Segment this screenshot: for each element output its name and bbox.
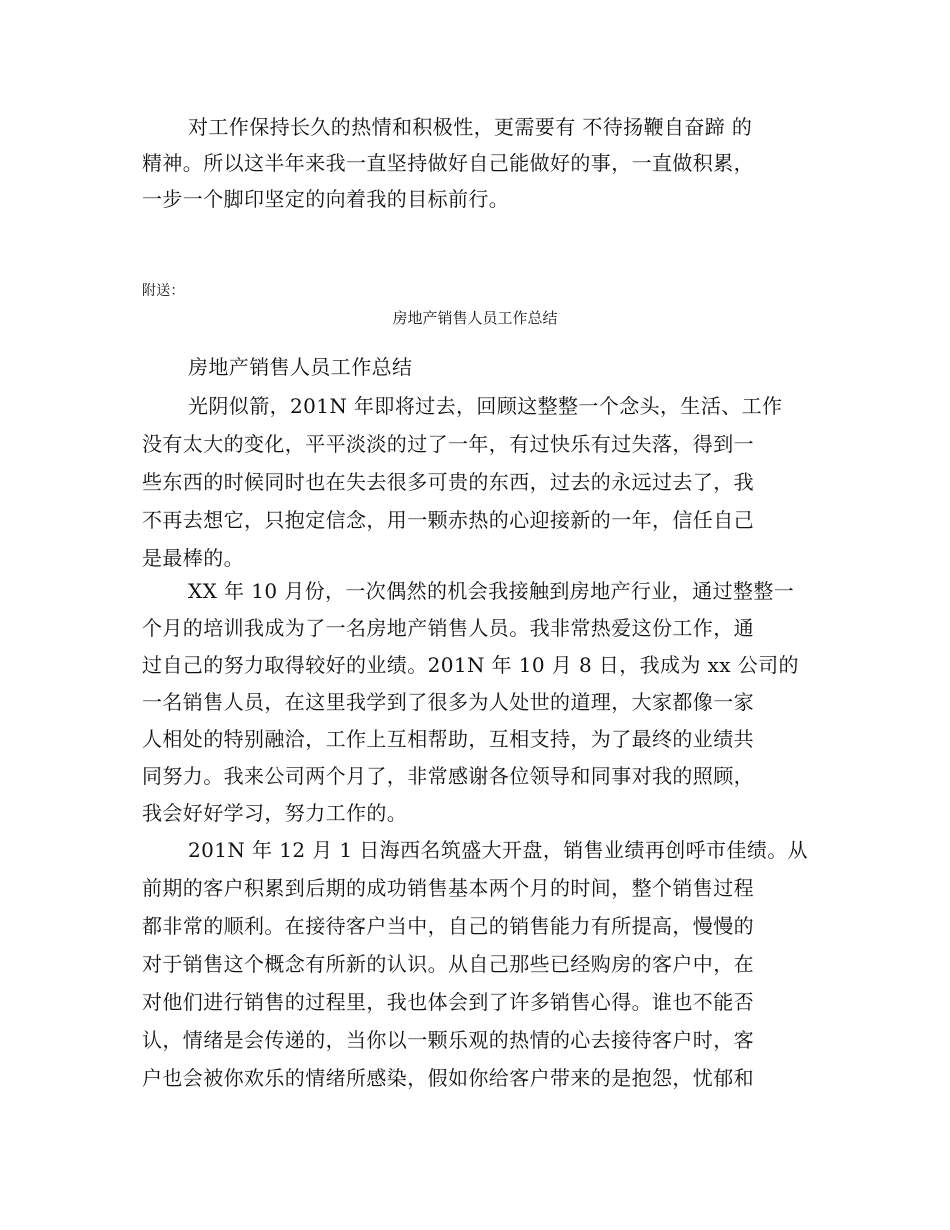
appendix-label: 附送： <box>142 283 185 299</box>
p1-line-4: 不再去想它，只抱定信念，用一颗赤热的心迎接新的一年，信任自己 <box>142 508 754 532</box>
p1-line-1: 光阴似箭，201N 年即将过去，回顾这整整一个念头，生活、工作 <box>188 394 783 418</box>
p3-line-7: 户也会被你欢乐的情绪所感染，假如你给客户带来的是抱怨，忧郁和 <box>142 1066 754 1090</box>
intro-line-2: 精神。所以这半年来我一直坚持做好自己能做好的事，一直做积累， <box>142 151 754 175</box>
p1-line-3: 些东西的时候同时也在失去很多可贵的东西，过去的永远过去了，我 <box>142 470 754 494</box>
p2-line-2: 个月的培训我成为了一名房地产销售人员。我非常热爱这份工作，通 <box>142 616 754 640</box>
intro-line-3: 一步一个脚印坚定的向着我的目标前行。 <box>142 187 510 211</box>
intro-line-1: 对工作保持长久的热情和积极性，更需要有 不待扬鞭自奋蹄 的 <box>188 115 753 139</box>
p2-line-4: 一名销售人员，在这里我学到了很多为人处世的道理，大家都像一家 <box>142 690 754 714</box>
p1-line-5: 是最棒的。 <box>142 546 244 570</box>
p3-line-3: 都非常的顺利。在接待客户当中，自己的销售能力有所提高，慢慢的 <box>142 914 754 938</box>
p3-line-5: 对他们进行销售的过程里，我也体会到了许多销售心得。谁也不能否 <box>142 990 754 1014</box>
p3-line-1: 201N 年 12 月 1 日海西名筑盛大开盘，销售业绩再创呼市佳绩。从 <box>188 838 809 862</box>
p2-line-1: XX 年 10 月份，一次偶然的机会我接触到房地产行业，通过整整一 <box>188 579 795 603</box>
appendix-title: 房地产销售人员工作总结 <box>392 309 558 327</box>
p2-line-5: 人相处的特别融洽，工作上互相帮助，互相支持，为了最终的业绩共 <box>142 727 754 751</box>
p2-line-7: 我会好好学习，努力工作的。 <box>142 801 408 825</box>
p3-line-2: 前期的客户积累到后期的成功销售基本两个月的时间，整个销售过程 <box>142 876 754 900</box>
article-heading: 房地产销售人员工作总结 <box>188 355 413 379</box>
p3-line-6: 认，情绪是会传递的，当你以一颗乐观的热情的心去接待客户时，客 <box>142 1028 754 1052</box>
p1-line-2: 没有太大的变化，平平淡淡的过了一年，有过快乐有过失落，得到一 <box>142 432 754 456</box>
p3-line-4: 对于销售这个概念有所新的认识。从自己那些已经购房的客户中，在 <box>142 952 754 976</box>
p2-line-6: 同努力。我来公司两个月了，非常感谢各位领导和同事对我的照顾， <box>142 764 754 788</box>
p2-line-3: 过自己的努力取得较好的业绩。201N 年 10 月 8 日，我成为 xx 公司的 <box>142 653 799 677</box>
